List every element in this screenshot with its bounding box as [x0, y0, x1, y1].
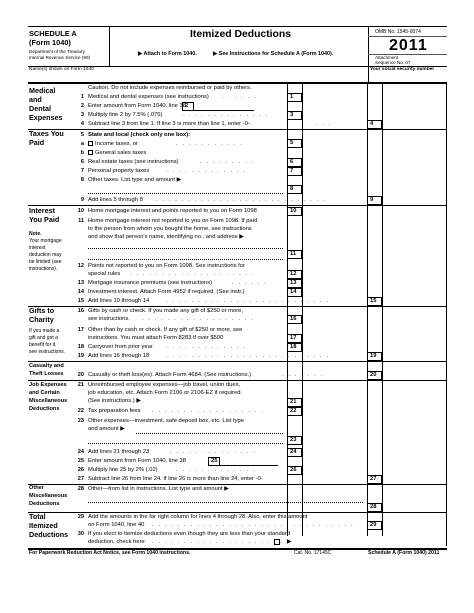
box-29: 29: [367, 521, 382, 530]
line-12-amount[interactable]: [303, 270, 367, 279]
line-24-amount[interactable]: [303, 448, 367, 457]
box-7: 7: [287, 167, 302, 176]
dept-line2: Internal Revenue Service (99): [29, 55, 91, 60]
box-18: 18: [287, 343, 302, 352]
box-4: 4: [367, 120, 382, 129]
line-3-label: Multiply line 2 by 7.5% (.075): [88, 112, 163, 118]
line-2-label: Enter amount from Form 1040, line 38: [88, 103, 186, 109]
line-num-13: 13: [77, 280, 84, 286]
box-11: 11: [287, 250, 302, 259]
line-12-label-b: special rules: [88, 271, 121, 277]
line-30-checkbox[interactable]: [274, 539, 280, 545]
box-9: 9: [367, 196, 382, 205]
interest-note-2: Your mortgage: [29, 238, 62, 244]
line-28-amount[interactable]: [383, 503, 446, 512]
line-num-22: 22: [77, 408, 84, 414]
line-21-label-a: Unreimbursed employee expenses—job travel, union dues,: [88, 382, 241, 388]
line-4-label: Subtract line 3 from line 1. If line 3 is more than line 1, enter -0-: [88, 121, 250, 127]
line-23-entry-2[interactable]: [88, 443, 283, 444]
box-17: 17: [287, 334, 302, 343]
line-5-label: State and local (check only one box):: [88, 132, 191, 138]
line-num-24: 24: [77, 449, 84, 455]
gifts-note-3: benefit for it,: [29, 342, 57, 348]
line-16-amount[interactable]: [303, 315, 367, 324]
line-num-5a: a: [80, 141, 84, 147]
footer-cat-number: Cat. No. 17145C: [294, 550, 332, 556]
line-1-amount[interactable]: [303, 93, 367, 102]
line-num-7: 7: [80, 168, 84, 174]
line-23-label-a: Other expenses—investment, safe deposit box, etc. List type: [88, 418, 244, 424]
line-num-16: 16: [77, 308, 84, 314]
other-label-3: Deductions: [29, 501, 60, 507]
line-5b-label: General sales taxes: [95, 150, 147, 157]
line-num-5b: b: [80, 150, 84, 156]
line-4-amount[interactable]: [383, 120, 446, 129]
line-num-21: 21: [77, 382, 84, 388]
line-16-label-b: see instructions.: [88, 316, 130, 322]
line-num-1: 1: [80, 94, 84, 100]
sequence-number: Sequence No. 07: [375, 60, 411, 65]
box-14: 14: [287, 288, 302, 297]
form-sub: (Form 1040): [29, 38, 71, 47]
line-22-label: Tax preparation fees: [88, 408, 141, 414]
form-title: Itemized Deductions: [190, 29, 292, 40]
box-19: 19: [367, 352, 382, 361]
form-name: SCHEDULE A: [29, 29, 77, 38]
line-num-4: 4: [80, 121, 84, 127]
line-30-label-a: If you elect to itemize deductions even though they are less than your standard: [88, 531, 291, 537]
line-num-6: 6: [80, 159, 84, 165]
line-9-amount[interactable]: [383, 196, 446, 205]
attach-note: ▶ Attach to Form 1040.: [138, 51, 197, 57]
gifts-label-1: Gifts to: [29, 306, 55, 315]
line-20-amount[interactable]: [383, 371, 446, 380]
footer-form-id: Schedule A (Form 1040) 2011: [368, 550, 440, 556]
line-7-label: Personal property taxes: [88, 168, 150, 174]
line-23-label-b: and amount ▶: [88, 426, 125, 432]
box-26: 26: [287, 466, 302, 475]
line-3-amount[interactable]: [303, 111, 367, 120]
line-22-amount[interactable]: [303, 407, 367, 416]
gifts-note-2: gift and got a: [29, 335, 58, 341]
line-10-label: Home mortgage interest and points reported to you on Form 1098: [88, 208, 257, 214]
box-24: 24: [287, 448, 302, 457]
taxes-label-1: Taxes You: [29, 129, 64, 138]
line-16-label-a: Gifts by cash or check. If you made any gift of $250 or more,: [88, 308, 243, 314]
interest-label-1: Interest: [29, 206, 55, 215]
interest-note-3: interest: [29, 245, 46, 251]
line-num-20: 20: [77, 372, 84, 378]
line-6-label: Real estate taxes (see instructions): [88, 159, 179, 165]
interest-note-1: Note.: [29, 231, 42, 237]
gifts-note-4: see instructions.: [29, 349, 66, 355]
line-29-label-a: Add the amounts in the far right column for lines 4 through 28. Also, enter this amount: [88, 514, 308, 520]
total-label-2: Itemized: [29, 521, 58, 530]
interest-note-4: deduction may: [29, 252, 62, 258]
line-17-amount[interactable]: [303, 334, 367, 343]
line-num-23: 23: [77, 418, 84, 424]
interest-note-5: be limited (see: [29, 259, 62, 265]
line-15-amount[interactable]: [383, 297, 446, 306]
jobexp-label-1: Job Expenses: [29, 382, 67, 388]
line-24-label: Add lines 21 through 23: [88, 449, 150, 455]
box-3: 3: [287, 111, 302, 120]
line-13-amount[interactable]: [303, 279, 367, 288]
line-11-amount[interactable]: [303, 250, 367, 259]
casualty-label-2: Theft Losses: [29, 371, 64, 377]
interest-note-6: instructions).: [29, 266, 58, 272]
line-num-17: 17: [77, 327, 84, 333]
line-11-label-c: and show that person's name, identifying no., and address ▶: [88, 234, 244, 240]
line-num-14: 14: [77, 289, 84, 295]
line-num-25: 25: [77, 458, 84, 464]
line-num-30: 30: [77, 531, 84, 537]
line-num-28: 28: [77, 486, 84, 492]
line-21-label-c: (See instructions.) ▶: [88, 398, 141, 404]
line-8-amount[interactable]: [303, 185, 367, 194]
box-1: 1: [287, 93, 302, 102]
line-28-label: Other—from list in instructions. List type and amount ▶: [88, 486, 229, 492]
line-num-27: 27: [77, 476, 84, 482]
line-num-3: 3: [80, 112, 84, 118]
box-15: 15: [367, 297, 382, 306]
box-21: 21: [287, 398, 302, 407]
line-25-label: Enter amount from Form 1040, line 38: [88, 458, 186, 464]
ssn-label: Your social security number: [370, 67, 435, 72]
jobexp-label-3: Miscellaneous: [29, 398, 68, 404]
line-18-label: Carryover from prior year: [88, 344, 153, 350]
box-10: 10: [287, 207, 302, 216]
omb-number: OMB No. 1545-0074: [375, 29, 421, 35]
line-20-label: Casualty or theft loss(es). Attach Form 4684. (See instructions.): [88, 372, 252, 378]
box-12: 12: [287, 270, 302, 279]
line-17-label-b: instructions. You must attach Form 8283 if over $500: [88, 335, 224, 341]
line-5a-option[interactable]: [88, 141, 138, 148]
box-23: 23: [287, 436, 302, 445]
line-26-label: Multiply line 25 by 2% (.02): [88, 467, 158, 473]
box-8: 8: [287, 185, 302, 194]
line-num-29: 29: [77, 514, 84, 520]
box-27: 27: [367, 475, 382, 484]
line-25-amount[interactable]: [220, 457, 278, 466]
line-27-amount[interactable]: [383, 475, 446, 484]
line-num-2: 2: [80, 103, 84, 109]
jobexp-label-4: Deductions: [29, 406, 60, 412]
line-14-amount[interactable]: [303, 288, 367, 297]
line-num-18: 18: [77, 344, 84, 350]
line-15-label: Add lines 10 through 14: [88, 298, 150, 304]
casualty-label-1: Casualty and: [29, 363, 64, 369]
line-8-entry[interactable]: [88, 193, 283, 194]
jobexp-label-2: and Certain: [29, 390, 60, 396]
medical-label-4: Expenses: [29, 113, 63, 122]
line-27-label: Subtract line 26 from line 24. If line 26 is more than line 24, enter -0-: [88, 476, 263, 482]
line-11-label-a: Home mortgage interest not reported to you on Form 1098. If paid: [88, 218, 258, 224]
box-2: 2: [182, 102, 194, 111]
line-11-label-b: to the person from whom you bought the home, see instructions: [88, 226, 252, 232]
line-num-10: 10: [77, 208, 84, 214]
line-1-label: Medical and dental expenses (see instructions): [88, 94, 209, 100]
line-num-12: 12: [77, 263, 84, 269]
line-6-amount[interactable]: [303, 158, 367, 167]
line-8-label: Other taxes. List type and amount ▶: [88, 177, 182, 183]
line-13-label: Mortgage insurance premiums (see instructions): [88, 280, 213, 286]
box-20: 20: [367, 371, 382, 380]
line-num-9: 9: [80, 197, 84, 203]
names-label: Name(s) shown on Form 1040: [29, 67, 94, 72]
line-num-19: 19: [77, 353, 84, 359]
other-label-2: Miscellaneous: [29, 493, 68, 499]
line-num-5: 5: [80, 132, 84, 138]
total-label-1: Total: [29, 512, 46, 521]
line-5a-label: Income taxes, or: [95, 141, 138, 148]
gifts-label-2: Charity: [29, 315, 54, 324]
line-29-amount[interactable]: [383, 521, 446, 530]
box-22: 22: [287, 407, 302, 416]
box-5: 5: [287, 139, 302, 148]
line-21-label-b: job education, etc. Attach Form 2106 or 2106-EZ if required.: [88, 390, 243, 396]
line-17-label-a: Other than by cash or check. If any gift of $250 or more, see: [88, 327, 243, 333]
line-11-entry-1[interactable]: [88, 248, 283, 249]
line-19-label: Add lines 16 through 18: [88, 353, 150, 359]
line-23-amount[interactable]: [303, 436, 367, 445]
medical-label-1: Medical: [29, 86, 56, 95]
line-19-amount[interactable]: [383, 352, 446, 361]
income-taxes-checkbox[interactable]: [88, 141, 93, 146]
sales-taxes-checkbox[interactable]: [88, 150, 93, 155]
medical-label-2: and: [29, 95, 42, 104]
other-label-1: Other: [29, 485, 44, 491]
medical-label-3: Dental: [29, 104, 51, 113]
dept-line1: Department of the Treasury: [29, 49, 85, 54]
gifts-note-1: If you made a: [29, 328, 60, 334]
taxes-label-2: Paid: [29, 138, 45, 147]
line-29-label-b: on Form 1040, line 40: [88, 522, 145, 528]
line-12-label-a: Points not reported to you on Form 1098. See instructions for: [88, 263, 245, 269]
interest-label-2: You Paid: [29, 215, 60, 224]
line-30-label-b: deduction, check here: [88, 539, 145, 545]
ssn-field[interactable]: [370, 73, 445, 81]
box-28: 28: [367, 503, 382, 512]
line-5b-option[interactable]: [88, 150, 146, 157]
line-10-amount[interactable]: [303, 207, 367, 216]
attachment-label: Attachment: [375, 55, 399, 60]
line-11-entry-2[interactable]: [88, 259, 283, 260]
line-28-entry[interactable]: [88, 502, 363, 503]
schedule-a-form: SCHEDULE A (Form 1040) Department of the Treasury Internal Revenue Service (99) Itemized Deductions ▶ Attach to Form 1040. ▶ See Instructions for Schedule A (Form 1040). OMB No. 1545-0074 2011 Attachment Sequence No. 07 Name(s) shown on Form 1040 Your social security number Medical and Dental Expenses Caution. Do not include expenses reimbursed or paid by others. 1 Medical and dental expenses (see instructions) . . . . . . 1 2 Enter amount from Form 1040, line 38 2 3 Multiply line 2 by 7.5% (.075) . . . . . . . . . . . . . . 3 4 Subtract line 3 from line 1. If line 3 is more than line 1, enter -0- . . . 4 Taxes You Paid 5 State and local (check only one box): a Income taxes, or . . . . . . . . . . . 5 b General sales taxes 6 Real estate taxes (see instructions) . . . . . . . . . 6 7 Personal property taxes . . . . . . . . . . . . . 7 8 Other taxes. List type and amount ▶ 8 9 Add lines 5 through 8 . . . . . . . . . . . . . . . . . . . . . . . . . . . 9 Interest You Paid Note. Your mortgage interest deduction may be limited (see instructions). 10 Home mortgage interest and points reported to you on Form 1098 10 11 Home mortgage interest not reported to you on Form 1098. If paid to the person from whom you bought the home, see instructions and show that person's name, identifying no., and address ▶ 11 12 Points not reported to you on Form 1098. See instructions for special rules . . . . . . . . . . . . . . . . . . . . 12 13 Mortgage insurance premiums (see instructions) . . . . . . 13 14 Investment interest. Attach Form 4952 if required. (See instr.) 14 15 Add lines 10 through 14 . . . . . . . . . . . . . . . . . . . . . . . . . . 15 Gifts to Charity If you made a gift and got a benefit for it, see instructions. 16 Gifts by cash or check. If you made any gift of $250 or more, see instructions. . . . . . . . . . . . . . . . . . . 16 17 Other than by cash or check. If any gift of $250 or more, see instructions. You must attach Form 8283 if over $500 17 18 Carryover from prior year . . . . . . . . . . . . . 18 19 Add lines 16 through 18 . . . . . . . . . . . . . . . . . . . . . . . . . . 19 Casualty and Theft Losses 20 Casualty or theft loss(es). Attach Form 4684. (See instructions.) . . . . . . . 20 Job Expenses and Certain Miscellaneous Deductions 21 Unreimbursed employee expenses—job travel, union dues, job education, etc. Attach Form 2106 or 2106-EZ if required. (See instructions.) ▶ 21 22 Tax preparation fees . . . . . . . . . . . . . . . . . . 22 23 Other expenses—investment, safe deposit box, etc. List type and amount ▶ 23 24 Add lines 21 through 23 . . . . . . . . . . . . . . 24 25 Enter amount from Form 1040, line 38 25 26 Multiply line 25 by 2% (.02) . . . . . . . . . . . . . 26 27 Subtract line 26 from line 24. If line 26 is more than line 24, enter -0- 27 Other Miscellaneous Deductions 28 Other—from list in instructions. List type and amount ▶ 28 Total Itemized Deductions 29 Add the amounts in the far right column for lines 4 through 28. Also, enter this amount on Form 1040, line 40 . . . . . . . . . . . . . . . . . . . . . . . . . . . . . . . . 29 30 If you elect to itemize deductions even though they are less than your standard deduction, check here . . . . . . . . . . . . . . . . . . . . . ▶ For Paperwork Reduction Act Notice, see Form 1040 instructions. Cat. No. 17145C Schedule A (Form 1040) 2011: [0, 0, 474, 613]
line-18-amount[interactable]: [303, 343, 367, 352]
see-instructions-note: ▶ See Instructions for Schedule A (Form 1040).: [213, 51, 334, 57]
total-label-3: Deductions: [29, 530, 69, 539]
footer-paperwork-notice: For Paperwork Reduction Act Notice, see Form 1040 instructions.: [29, 550, 191, 556]
line-26-amount[interactable]: [303, 466, 367, 475]
tax-year: 2011: [389, 37, 428, 54]
line-21-amount[interactable]: [303, 398, 367, 407]
box-16: 16: [287, 315, 302, 324]
line-num-15: 15: [77, 298, 84, 304]
box-6: 6: [287, 158, 302, 167]
names-field[interactable]: [30, 73, 360, 81]
box-25: 25: [208, 457, 220, 466]
line-num-26: 26: [77, 467, 84, 473]
line-5-amount[interactable]: [303, 139, 367, 148]
box-13: 13: [287, 279, 302, 288]
line-2-amount[interactable]: [194, 102, 254, 111]
line-num-11: 11: [78, 218, 84, 224]
line-7-amount[interactable]: [303, 167, 367, 176]
line-23-entry-1[interactable]: [136, 433, 283, 434]
line-14-label: Investment interest. Attach Form 4952 if required. (See instr.): [88, 289, 245, 295]
line-num-8: 8: [80, 177, 84, 183]
caution-text: Caution. Do not include expenses reimbursed or paid by others.: [88, 85, 252, 91]
line-9-label: Add lines 5 through 8: [88, 197, 143, 203]
